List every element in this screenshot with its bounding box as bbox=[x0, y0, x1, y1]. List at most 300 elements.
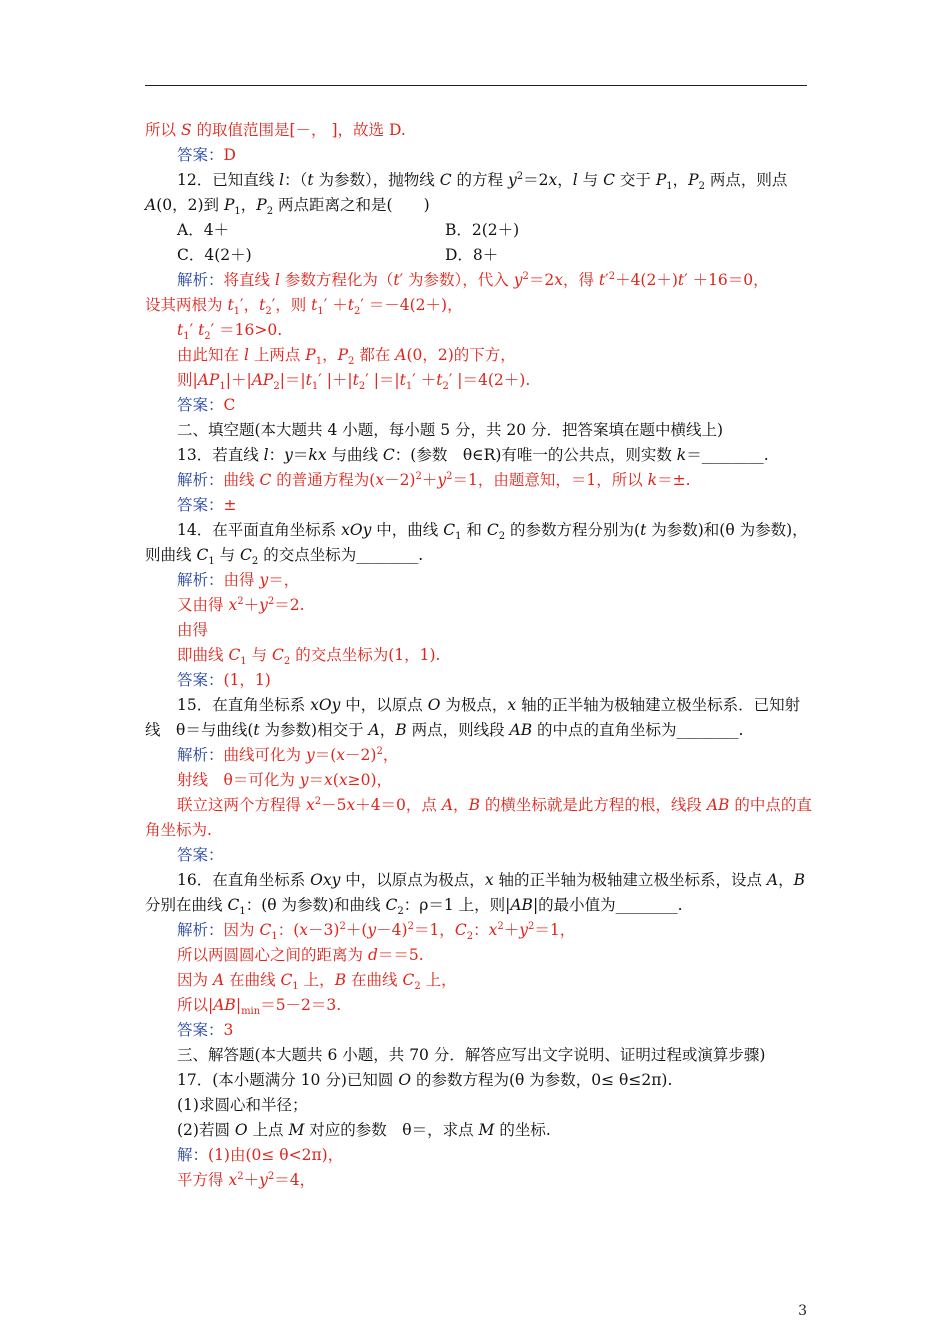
text-run: 两点，则线段 bbox=[406, 721, 510, 739]
text-run: ＋( bbox=[345, 921, 368, 939]
text-run: ′ |＋| bbox=[318, 371, 353, 389]
text-run: 中，以原点 bbox=[340, 696, 428, 714]
text-run: －2) bbox=[384, 471, 416, 489]
text-line bbox=[145, 693, 815, 718]
text-run: 中，以原点为极点， bbox=[340, 871, 485, 889]
text-run: 2 bbox=[527, 920, 535, 932]
text-run: 因为 bbox=[177, 971, 213, 989]
text-run: －2) bbox=[345, 746, 377, 764]
text-run: P bbox=[305, 346, 316, 364]
text-run: ＋ bbox=[243, 1171, 260, 1189]
text-line bbox=[145, 418, 815, 443]
text-run: ， bbox=[557, 171, 573, 189]
text-line bbox=[145, 118, 815, 143]
text-run: k bbox=[676, 446, 687, 464]
text-run: 两点距离之和是( ) bbox=[273, 196, 430, 214]
text-run: C bbox=[402, 971, 415, 989]
text-run: ＝， bbox=[268, 571, 300, 589]
text-run: 2 bbox=[415, 470, 422, 482]
text-line bbox=[145, 318, 815, 343]
text-run: C bbox=[196, 546, 209, 564]
text-line bbox=[145, 393, 815, 418]
text-line bbox=[145, 618, 815, 643]
text-run: C bbox=[603, 171, 615, 189]
text-line bbox=[145, 168, 815, 193]
text-run: kx bbox=[308, 446, 327, 464]
text-line bbox=[145, 543, 815, 568]
text-run: 1 bbox=[271, 931, 278, 943]
text-run: 设其两根为 bbox=[145, 296, 228, 314]
text-run: t bbox=[640, 521, 647, 539]
text-run: ′ bbox=[605, 271, 609, 289]
text-run: 由得 bbox=[223, 571, 260, 589]
text-run: O bbox=[427, 696, 441, 714]
text-run: |的最小值为________. bbox=[532, 896, 683, 914]
text-run: ′ ＝－4(2＋)， bbox=[360, 296, 463, 314]
text-run: 2 bbox=[339, 920, 346, 932]
text-run: B bbox=[468, 796, 480, 814]
text-run: x bbox=[324, 771, 333, 789]
text-line bbox=[145, 468, 815, 493]
text-run: 2 bbox=[397, 906, 404, 918]
text-run: 15．在直角坐标系 bbox=[177, 696, 311, 714]
text-run: y bbox=[437, 471, 447, 489]
text-run: 因为 bbox=[223, 921, 260, 939]
text-run: A bbox=[395, 346, 407, 364]
text-run: ＝ bbox=[308, 771, 325, 789]
text-run: 答案： bbox=[177, 496, 224, 514]
text-run: 答案： bbox=[177, 846, 224, 864]
header-rule bbox=[145, 85, 807, 86]
text-run: A bbox=[368, 721, 380, 739]
text-run: | bbox=[235, 996, 242, 1014]
text-run: 解析： bbox=[177, 571, 224, 589]
text-run: 轴的正半轴为极轴建立极坐标系．已知射 bbox=[516, 696, 801, 714]
text-run: ′ 为参数），代入 bbox=[399, 271, 514, 289]
text-run: ，得 bbox=[562, 271, 599, 289]
text-run: 与曲线 bbox=[326, 446, 383, 464]
text-run: ′ ＝16>0. bbox=[210, 321, 283, 339]
text-run: x bbox=[548, 171, 558, 189]
text-run: 的交点坐标为(1，1). bbox=[290, 646, 441, 664]
text-run: min bbox=[241, 1006, 261, 1018]
text-run: 17．(本小题满分 10 分)已知圆 bbox=[177, 1071, 399, 1089]
text-run: －3) bbox=[308, 921, 340, 939]
text-run: x bbox=[299, 921, 309, 939]
text-run: A bbox=[145, 196, 157, 214]
text-run: t bbox=[227, 296, 234, 314]
text-run: M bbox=[478, 1121, 495, 1139]
text-run: ＝2 bbox=[523, 171, 549, 189]
text-run: 1 bbox=[183, 331, 190, 343]
text-run: t bbox=[352, 371, 359, 389]
text-run: 2 bbox=[267, 595, 275, 607]
page-number: 3 bbox=[798, 1303, 807, 1319]
text-run: O bbox=[234, 1121, 248, 1139]
text-run: 对应的参数 θ＝，求点 bbox=[304, 1121, 479, 1139]
text-run: ± bbox=[223, 496, 237, 514]
text-run: B bbox=[793, 871, 806, 889]
text-run: ＝( bbox=[314, 746, 337, 764]
text-run: P bbox=[688, 171, 699, 189]
text-run: ， bbox=[240, 196, 257, 214]
text-run: 曲线可化为 bbox=[223, 746, 306, 764]
text-run: t bbox=[436, 371, 443, 389]
text-run: C bbox=[227, 896, 240, 914]
text-run: S bbox=[180, 121, 192, 139]
text-run: ( bbox=[332, 771, 339, 789]
text-run: 2 bbox=[283, 656, 291, 668]
text-run: 2 bbox=[353, 306, 361, 318]
text-run: 的方程 bbox=[451, 171, 508, 189]
text-run: 射线 θ＝可化为 bbox=[177, 771, 300, 789]
text-run: 2 bbox=[608, 270, 616, 282]
text-run: 解析： bbox=[177, 746, 224, 764]
text-line bbox=[145, 218, 815, 243]
text-run: 二、填空题(本大题共 4 小题，每小题 5 分，共 20 分．把答案填在题中横线上) bbox=[177, 421, 724, 439]
text-run: 1 bbox=[208, 556, 215, 568]
text-run: 为极点， bbox=[440, 696, 508, 714]
text-run: 2 bbox=[516, 170, 524, 182]
text-run: ：(θ 为参数)和曲线 bbox=[245, 896, 386, 914]
text-run: 2 bbox=[237, 1170, 244, 1182]
text-run: k bbox=[647, 471, 658, 489]
text-line bbox=[145, 868, 815, 893]
text-run: C bbox=[280, 971, 293, 989]
text-run: P bbox=[655, 171, 667, 189]
text-line bbox=[145, 743, 815, 768]
text-run: ＝1，由题意知，＝1，所以 bbox=[452, 471, 648, 489]
text-run: 2 bbox=[267, 1170, 275, 1182]
text-run: y bbox=[367, 921, 377, 939]
text-run: －5 bbox=[321, 796, 347, 814]
text-run: 1 bbox=[239, 906, 246, 918]
text-run: 2 bbox=[204, 331, 211, 343]
text-run: 的横坐标就是此方程的根，线段 bbox=[479, 796, 707, 814]
text-run: ＋4(2＋) bbox=[615, 271, 678, 289]
text-line bbox=[145, 943, 815, 968]
text-run: 解： bbox=[177, 1146, 209, 1164]
text-run: 平方得 bbox=[177, 1171, 229, 1189]
text-run: (2)若圆 bbox=[177, 1121, 235, 1139]
text-run: C bbox=[259, 471, 272, 489]
text-run: 的中点的直角坐标为________. bbox=[532, 721, 744, 739]
text-run: 的普通方程为( bbox=[271, 471, 376, 489]
text-run: ＋4＝0，点 bbox=[355, 796, 442, 814]
text-run: 上， bbox=[298, 971, 335, 989]
text-run: x bbox=[338, 771, 348, 789]
text-run: 3 bbox=[223, 1021, 234, 1039]
text-run: 2 bbox=[314, 795, 322, 807]
text-line bbox=[145, 593, 815, 618]
text-line bbox=[145, 818, 815, 843]
text-run: 2 bbox=[266, 206, 274, 218]
text-line bbox=[145, 718, 815, 743]
text-run: 上点 bbox=[247, 1121, 289, 1139]
text-run: 1 bbox=[219, 381, 226, 393]
text-run: 与 bbox=[246, 646, 273, 664]
text-run: AB bbox=[510, 896, 533, 914]
text-run: 将直线 bbox=[223, 271, 275, 289]
text-run: 2 bbox=[497, 920, 504, 932]
text-run: 2 bbox=[698, 181, 705, 193]
text-run: 的坐标. bbox=[494, 1121, 551, 1139]
text-run: 1 bbox=[666, 181, 673, 193]
text-run: ′ |＝| bbox=[365, 371, 400, 389]
text-run: 又由得 bbox=[177, 596, 229, 614]
text-run: 2 bbox=[265, 306, 272, 318]
text-run: (0，2)到 bbox=[156, 196, 224, 214]
text-run: C bbox=[439, 171, 452, 189]
text-run: 的参数方程为(θ 为参数，0≤ θ≤2π). bbox=[411, 1071, 673, 1089]
text-line bbox=[145, 243, 815, 268]
text-run: ＝ bbox=[292, 446, 309, 464]
text-run: 解析： bbox=[177, 921, 224, 939]
text-run: C bbox=[240, 546, 252, 564]
text-run: 所以 bbox=[145, 121, 181, 139]
text-line bbox=[145, 768, 815, 793]
text-run: C bbox=[228, 646, 241, 664]
text-run: ′ ＋16＝0， bbox=[684, 271, 769, 289]
text-run: ＝________. bbox=[686, 446, 769, 464]
text-line bbox=[145, 1093, 815, 1118]
text-run: C bbox=[443, 521, 456, 539]
text-line bbox=[145, 1118, 815, 1143]
text-run: l bbox=[279, 171, 285, 189]
text-run: d bbox=[367, 946, 378, 964]
text-run: (1)由(0≤ θ<2π)， bbox=[208, 1146, 344, 1164]
text-run: 上， bbox=[420, 971, 457, 989]
text-run: 由得 bbox=[177, 621, 209, 639]
text-run: ＋ bbox=[421, 471, 438, 489]
text-run: 轴的正半轴为极轴建立极坐标系，设点 bbox=[493, 871, 767, 889]
answer-option: A．4＋ bbox=[177, 221, 230, 239]
text-line bbox=[145, 293, 815, 318]
text-run: ＝1， bbox=[534, 921, 576, 939]
text-run: ′ |＝4(2＋). bbox=[448, 371, 531, 389]
text-run: 所以| bbox=[177, 996, 214, 1014]
text-run: 答案： bbox=[177, 671, 224, 689]
text-run: P bbox=[337, 346, 349, 364]
text-run: y bbox=[305, 746, 315, 764]
text-run: 2 bbox=[273, 381, 280, 393]
text-line bbox=[145, 143, 815, 168]
text-run: 2 bbox=[446, 470, 453, 482]
text-run: 的参数方程分别为( bbox=[505, 521, 641, 539]
text-run: 为参数)和(θ 为参数)， bbox=[646, 521, 808, 539]
text-run: 由此知在 bbox=[177, 346, 244, 364]
text-run: C bbox=[259, 921, 272, 939]
text-run: P bbox=[223, 196, 235, 214]
text-run: x bbox=[375, 471, 385, 489]
text-line bbox=[145, 268, 815, 293]
text-run: l bbox=[263, 446, 269, 464]
text-run: A bbox=[766, 871, 779, 889]
text-run: ＝2. bbox=[274, 596, 305, 614]
text-run: 2 bbox=[522, 270, 529, 282]
text-run: y bbox=[299, 771, 309, 789]
text-run: l bbox=[243, 346, 249, 364]
text-run: l bbox=[572, 171, 578, 189]
text-run: C bbox=[272, 646, 284, 664]
text-run: t bbox=[253, 721, 260, 739]
text-line bbox=[145, 793, 815, 818]
text-run: 14．在平面直角坐标系 bbox=[177, 521, 342, 539]
text-run: 2 bbox=[466, 931, 474, 943]
text-run: ：( bbox=[277, 921, 300, 939]
text-run: ， bbox=[453, 796, 469, 814]
text-run: x bbox=[507, 696, 517, 714]
text-run: 解析： bbox=[177, 271, 224, 289]
text-run: xOy bbox=[341, 521, 372, 539]
text-run: 的中点的直 bbox=[729, 796, 812, 814]
text-run: ， bbox=[672, 171, 689, 189]
text-run: 两点，则点 bbox=[704, 171, 788, 189]
answer-option: C．4(2＋) bbox=[177, 246, 252, 264]
text-line bbox=[145, 193, 815, 218]
text-run: 16．在直角坐标系 bbox=[177, 871, 311, 889]
text-run: C bbox=[223, 396, 236, 414]
text-run: 解析： bbox=[177, 471, 224, 489]
text-run: (1，1) bbox=[223, 671, 271, 689]
text-run: 线 θ＝与曲线( bbox=[145, 721, 254, 739]
text-run: ， bbox=[379, 721, 396, 739]
text-run: 2 bbox=[348, 356, 355, 368]
text-run: 1 bbox=[234, 206, 241, 218]
text-line bbox=[145, 993, 815, 1018]
text-run: 答案： bbox=[177, 1021, 224, 1039]
text-run: 则| bbox=[177, 371, 198, 389]
text-run: 为参数)相交于 bbox=[259, 721, 369, 739]
text-run: ＝4， bbox=[274, 1171, 316, 1189]
text-run: ′ ＋ bbox=[323, 296, 348, 314]
text-run: x bbox=[488, 921, 498, 939]
text-run: ， bbox=[778, 871, 794, 889]
text-run: 与 bbox=[214, 546, 241, 564]
text-run: 1 bbox=[292, 981, 299, 993]
text-run: ：(参数 θ∈R)有唯一的公共点，则实数 bbox=[394, 446, 677, 464]
text-run: x bbox=[228, 1171, 238, 1189]
text-line bbox=[145, 1018, 815, 1043]
text-run: ＋ bbox=[503, 921, 520, 939]
text-run: 即曲线 bbox=[177, 646, 229, 664]
text-run: 参数方程化为（ bbox=[279, 271, 394, 289]
text-line bbox=[145, 518, 815, 543]
text-run: 角坐标为. bbox=[145, 821, 212, 839]
text-line bbox=[145, 668, 815, 693]
text-run: D bbox=[223, 146, 236, 164]
text-run: 1 bbox=[240, 656, 247, 668]
text-line bbox=[145, 568, 815, 593]
text-run: 2 bbox=[498, 531, 506, 543]
text-run: 三、解答题(本大题共 6 小题，共 70 分．解答应写出文字说明、证明过程或演算步骤) bbox=[177, 1046, 766, 1064]
text-run: (1)求圆心和半径； bbox=[177, 1096, 308, 1114]
text-run: ：ρ＝1 上，则| bbox=[403, 896, 511, 914]
text-run: y bbox=[284, 446, 293, 464]
text-run: y bbox=[259, 1171, 268, 1189]
text-run: 中，曲线 bbox=[371, 521, 444, 539]
answer-option: B．2(2＋) bbox=[445, 221, 520, 239]
answer-option: D．8＋ bbox=[445, 246, 499, 264]
text-run: 与 bbox=[577, 171, 604, 189]
text-line bbox=[145, 843, 815, 868]
text-run: C bbox=[454, 921, 467, 939]
text-run: 2 bbox=[251, 556, 259, 568]
text-run: 12．已知直线 bbox=[177, 171, 280, 189]
text-run: －4) bbox=[376, 921, 408, 939]
text-run: M bbox=[288, 1121, 305, 1139]
text-run: t bbox=[677, 271, 685, 289]
text-line bbox=[145, 1143, 815, 1168]
text-line bbox=[145, 643, 815, 668]
text-run: ＋ bbox=[243, 596, 260, 614]
text-run: 交于 bbox=[614, 171, 656, 189]
text-run: x bbox=[554, 271, 563, 289]
text-run: x bbox=[228, 596, 238, 614]
text-run: ， bbox=[382, 746, 399, 764]
text-line bbox=[145, 493, 815, 518]
text-run: l bbox=[274, 271, 280, 289]
text-run: 1 bbox=[233, 306, 241, 318]
text-run: 1 bbox=[317, 306, 324, 318]
text-run: 曲线 bbox=[223, 471, 260, 489]
text-run: y bbox=[513, 271, 523, 289]
text-run: 2 bbox=[237, 595, 244, 607]
text-run: y bbox=[519, 921, 528, 939]
text-run: t bbox=[305, 371, 312, 389]
text-run: ′，则 bbox=[271, 296, 312, 314]
text-run: C bbox=[385, 896, 398, 914]
text-run: xOy bbox=[310, 696, 341, 714]
text-run: t bbox=[311, 296, 318, 314]
text-run: 在曲线 bbox=[224, 971, 281, 989]
text-run: O bbox=[398, 1071, 412, 1089]
text-run: |＝| bbox=[279, 371, 306, 389]
text-run: ＝1， bbox=[413, 921, 455, 939]
text-run: B bbox=[395, 721, 407, 739]
text-run: C bbox=[486, 521, 499, 539]
text-run: (0，2)的下方， bbox=[406, 346, 516, 364]
text-line bbox=[145, 368, 815, 393]
text-run: 的交点坐标为________. bbox=[258, 546, 424, 564]
text-run: 联立这两个方程得 bbox=[177, 796, 306, 814]
text-line bbox=[145, 918, 815, 943]
text-run: ＝＝5. bbox=[377, 946, 424, 964]
text-run: 则曲线 bbox=[145, 546, 197, 564]
text-run: t bbox=[399, 371, 406, 389]
text-run: ： bbox=[268, 446, 285, 464]
text-run: 为参数），抛物线 bbox=[313, 171, 440, 189]
text-run: Oxy bbox=[310, 871, 341, 889]
text-run: ′， bbox=[240, 296, 260, 314]
text-run: t bbox=[177, 321, 184, 339]
text-line bbox=[145, 1068, 815, 1093]
text-run: A bbox=[212, 971, 225, 989]
text-line bbox=[145, 343, 815, 368]
text-line bbox=[145, 968, 815, 993]
text-run: 在曲线 bbox=[346, 971, 403, 989]
text-line bbox=[145, 893, 815, 918]
text-run: AB bbox=[213, 996, 236, 1014]
text-run: 1 bbox=[315, 356, 323, 368]
text-line bbox=[145, 1043, 815, 1068]
text-run: 2 bbox=[414, 981, 421, 993]
text-run: x bbox=[336, 746, 346, 764]
text-run: ： bbox=[473, 921, 489, 939]
text-run: A bbox=[441, 796, 454, 814]
text-run: ≥0)， bbox=[347, 771, 393, 789]
text-run: B bbox=[334, 971, 347, 989]
